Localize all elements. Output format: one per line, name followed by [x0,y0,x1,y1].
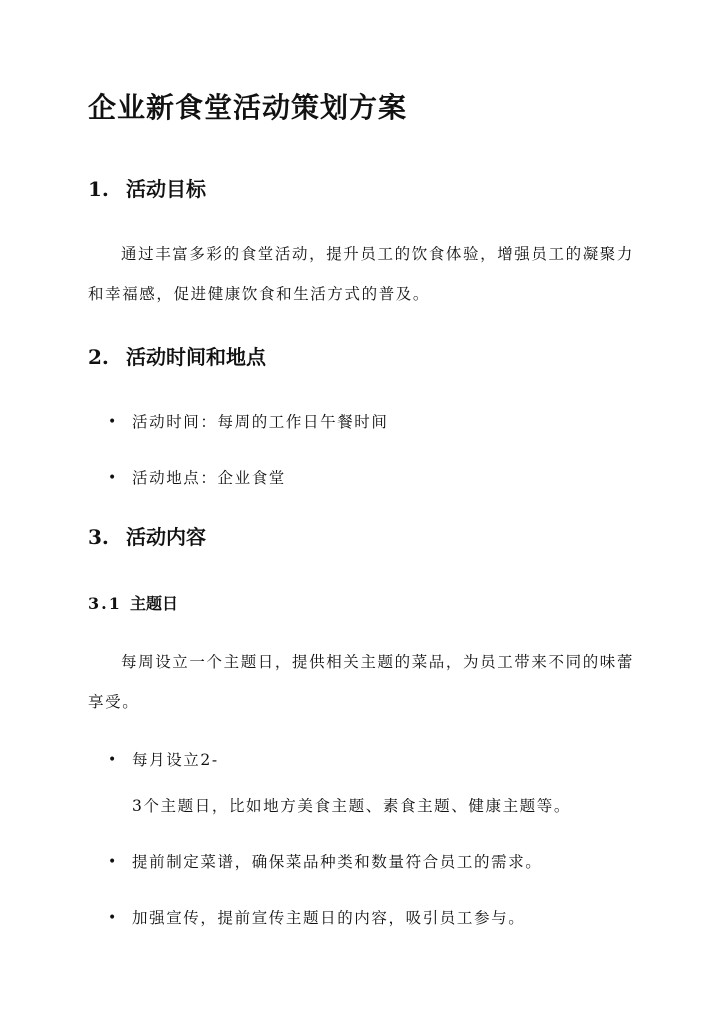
list-item-text: 活动时间：每周的工作日午餐时间 [132,413,389,431]
bullet-icon: • [108,752,118,768]
bullet-icon: • [108,414,118,430]
section-1-paragraph: 通过丰富多彩的食堂活动，提升员工的饮食体验，增强员工的凝聚力和幸福感，促进健康饮食和生活方式的普及。 [88,245,635,303]
subsection-3-1-number: 3.1 [88,594,122,613]
list-item-text: 活动地点：企业食堂 [132,469,286,487]
section-1-number: 1. [88,177,109,201]
bullet-icon: • [108,854,118,870]
section-3-number: 3. [88,525,109,549]
subsection-3-1-title: 主题日 [130,594,179,613]
document-title: 企业新食堂活动策划方案 [88,91,408,124]
section-1-title: 活动目标 [126,177,206,201]
list-item-continuation: 3个主题日，比如地方美食主题、素食主题、健康主题等。 [132,797,571,815]
section-3-title: 活动内容 [126,525,206,549]
bullet-icon: • [108,910,118,926]
list-item-text: 每月设立2- [132,751,219,769]
subsection-3-1-heading [88,592,178,616]
section-1-heading [88,174,206,204]
bullet-icon: • [108,470,118,486]
subsection-3-1-paragraph: 每周设立一个主题日，提供相关主题的菜品，为员工带来不同的味蕾享受。 [88,653,635,711]
section-2-heading [88,342,266,372]
list-item-text: 加强宣传，提前宣传主题日的内容，吸引员工参与。 [132,909,526,927]
section-2-title: 活动时间和地点 [126,345,266,369]
section-2-number: 2. [88,345,109,369]
list-item-text: 提前制定菜谱，确保菜品种类和数量符合员工的需求。 [132,853,543,871]
section-3-heading [88,522,206,552]
